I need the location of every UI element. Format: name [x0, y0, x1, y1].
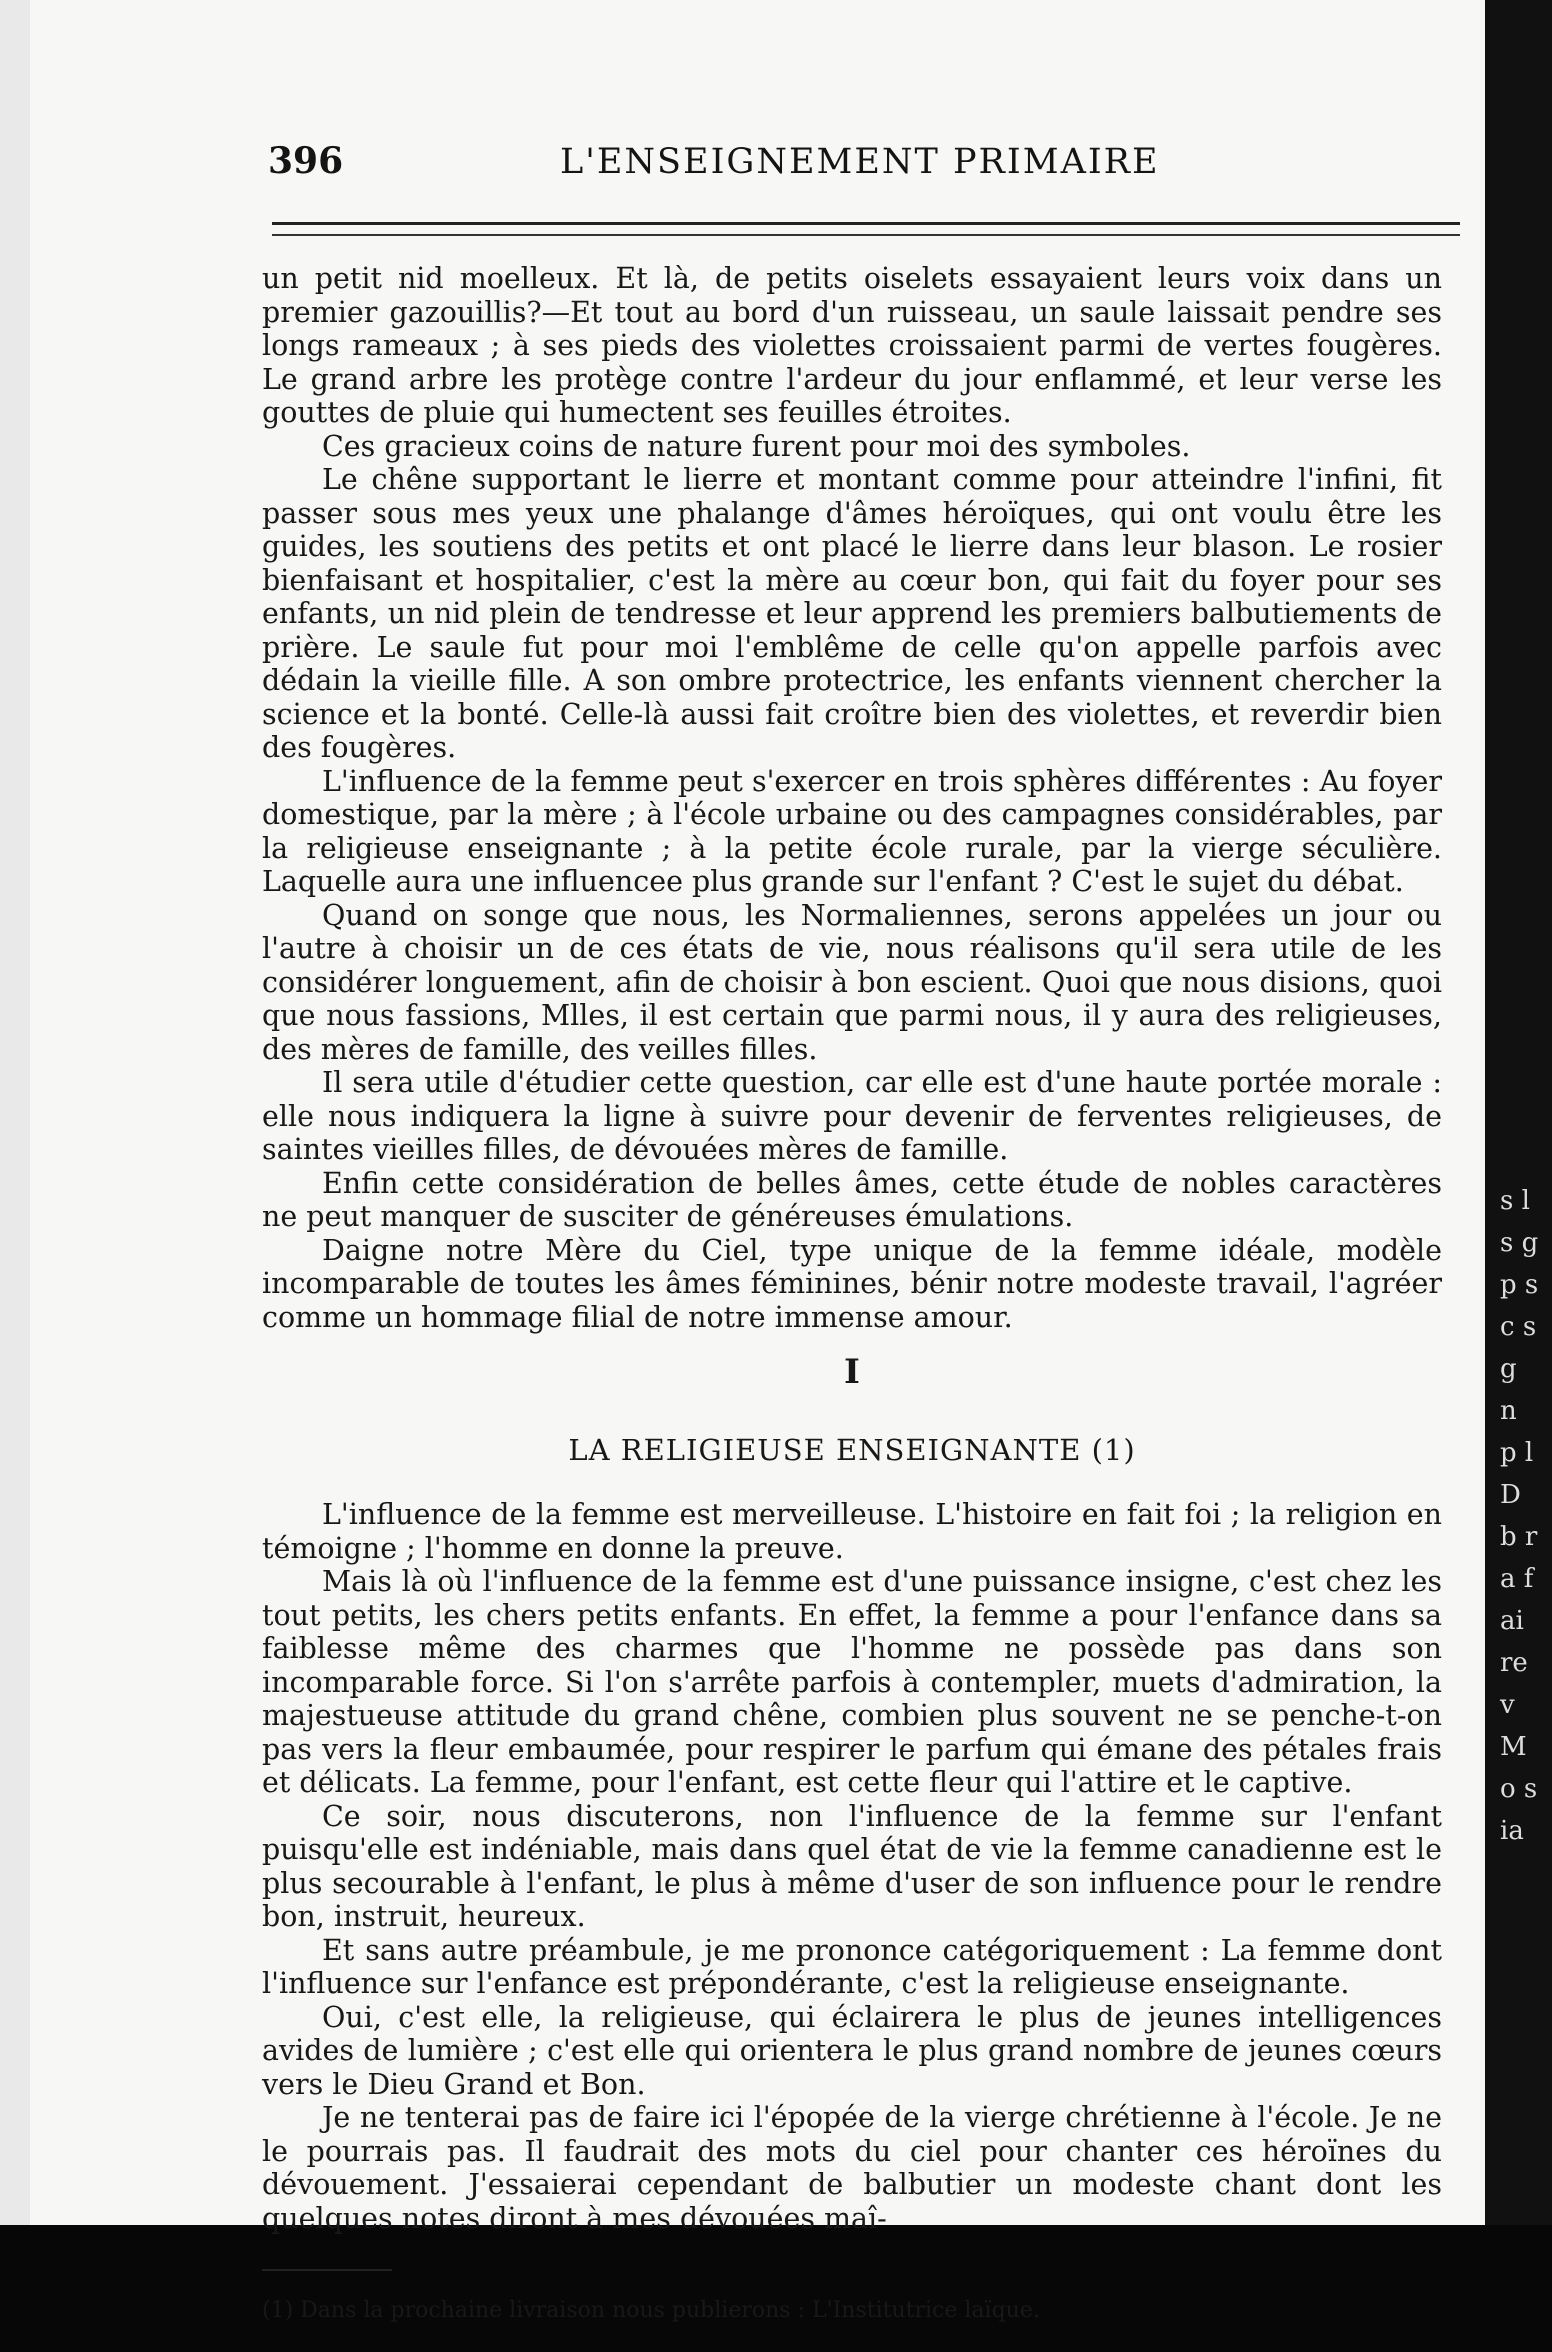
paragraph: Enfin cette considération de belles âmes, cette étude de nobles caractères ne peut manquer de susciter de généreuses émulations.: [262, 1166, 1442, 1233]
paragraph: L'influence de la femme est merveilleuse. L'histoire en fait foi ; la religion en témoigne ; l'homme en donne la preuve.: [262, 1498, 1442, 1565]
article-body: [262, 262, 1442, 2325]
section-title: LA RELIGIEUSE ENSEIGNANTE (1): [568, 1433, 1136, 1467]
footnote-rule: [262, 2269, 392, 2271]
paragraph: Ce soir, nous discuterons, non l'influence de la femme sur l'enfant puisqu'elle est indéniable, mais dans quel état de vie la femme canadienne est le plus secourable à l'enfant, le plus à même d'user de son influence pour le rendre bon, instruit, heureux.: [262, 1799, 1442, 1933]
paragraph: un petit nid moelleux. Et là, de petits oiselets essayaient leurs voix dans un premier gazouillis?—Et tout au bord d'un ruisseau, un saule laissait pendre ses longs rameaux ; à ses pieds des violettes croissaient parmi de vertes fougères. Le grand arbre les protège contre l'ardeur du jour enflammé, et leur verse les gouttes de pluie qui humectent ses feuilles étroites.: [262, 262, 1442, 429]
paragraph: Ces gracieux coins de nature furent pour moi des symboles.: [322, 429, 1191, 463]
running-title: L'ENSEIGNEMENT PRIMAIRE: [560, 142, 1160, 182]
page-number: 396: [268, 140, 344, 182]
paragraph: Et sans autre préambule, je me prononce catégoriquement : La femme dont l'influence sur l'enfance est prépondérante, c'est la religieuse enseignante.: [262, 1933, 1442, 2000]
header-rule: [272, 222, 1460, 236]
paragraph: Quand on songe que nous, les Normaliennes, serons appelées un jour ou l'autre à choisir un de ces états de vie, nous réalisons qu'il sera utile de les considérer longuement, afin de choisir à bon escient. Quoi que nous disions, quoi que nous fassions, Mlles, il est certain que parmi nous, il y aura des religieuses, des mères de famille, des veilles filles.: [262, 898, 1442, 1066]
paragraph: Mais là où l'influence de la femme est d'une puissance insigne, c'est chez les tout petits, les chers petits enfants. En effet, la femme a pour l'enfance dans sa faiblesse même des charmes que l'homme ne possède pas dans son incomparable force. Si l'on s'arrête parfois à contempler, muets d'admiration, la majestueuse attitude du grand chêne, combien plus souvent ne se penche-t-on pas vers la fleur embaumée, pour respirer le parfum qui émane des pétales frais et délicats. La femme, pour l'enfant, est cette fleur qui l'attire et le captive.: [262, 1565, 1442, 1799]
paragraph: Daigne notre Mère du Ciel, type unique de la femme idéale, modèle incomparable de toutes les âmes féminines, bénir notre modeste travail, l'agréer comme un hommage filial de notre immense amour.: [262, 1233, 1442, 1334]
paragraph: Il sera utile d'étudier cette question, car elle est d'une haute portée morale : elle nous indiquera la ligne à suivre pour devenir de ferventes religieuses, de saintes vieilles filles, de dévouées mères de famille.: [262, 1066, 1442, 1166]
footnote: (1) Dans la prochaine livraison nous publierons : L'Institutrice laïque.: [262, 2298, 1040, 2323]
running-header: [240, 140, 1470, 200]
paragraph: L'influence de la femme peut s'exercer en trois sphères différentes : Au foyer domestique, par la mère ; à l'école urbaine ou des campagnes considérables, par la religieuse enseignante ; à la petite école rurale, par la vierge séculière. Laquelle aura une influencee plus grande sur l'enfant ? C'est le sujet du débat.: [262, 764, 1442, 898]
paragraph: Le chêne supportant le lierre et montant comme pour atteindre l'infini, fit passer sous mes yeux une phalange d'âmes héroïques, qui ont voulu être les guides, les soutiens des petits et ont placé le lierre dans leur blason. Le rosier bienfaisant et hospitalier, c'est la mère au cœur bon, qui fait du foyer pour ses enfants, un nid plein de tendresse et leur apprend les premiers balbutiements de prière. Le saule fut pour moi l'emblême de celle qu'on appelle parfois avec dédain la vieille fille. A son ombre protectrice, les enfants viennent chercher la science et la bonté. Celle-là aussi fait croître bien des violettes, et reverdir bien des fougères.: [262, 463, 1442, 764]
paragraph: Oui, c'est elle, la religieuse, qui éclairera le plus de jeunes intelligences avides de lumière ; c'est elle qui orientera le plus grand nombre de jeunes cœurs vers le Dieu Grand et Bon.: [262, 2000, 1442, 2101]
paragraph: Je ne tenterai pas de faire ici l'épopée de la vierge chrétienne à l'école. Je ne le pourrais pas. Il faudrait des mots du ciel pour chanter ces héroïnes du dévouement. J'essaierai cependant de balbutier un modeste chant dont les quelques notes diront à mes dévouées maî-: [262, 2101, 1442, 2235]
section-numeral: I: [844, 1352, 860, 1392]
facing-page-strip: [1485, 0, 1552, 2225]
facing-page-fragments: s l s g p s c s g n p l D b ra fai rev Mo sia: [1500, 1186, 1539, 1846]
